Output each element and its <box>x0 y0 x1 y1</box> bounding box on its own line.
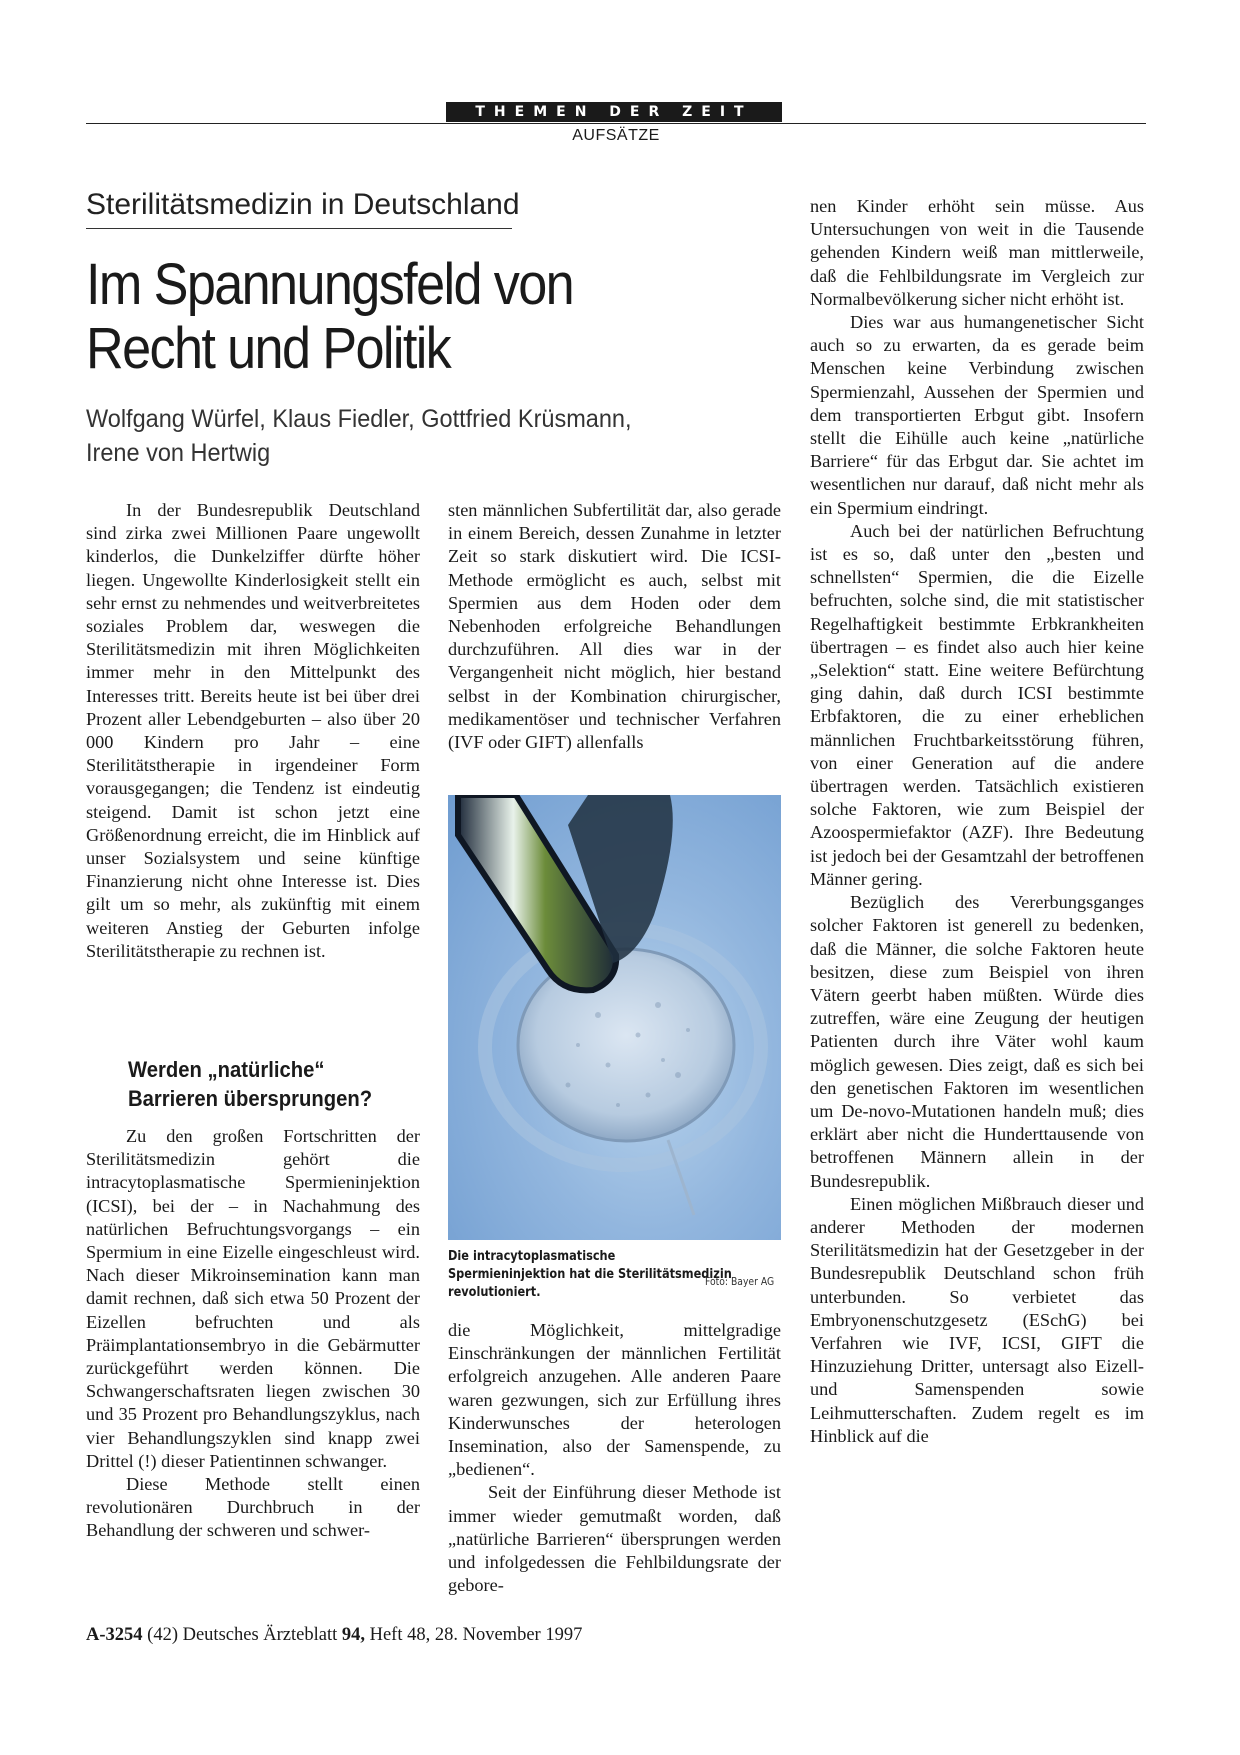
column-2-bottom <box>448 1319 781 1597</box>
title-line-2: Recht und Politik <box>86 316 451 381</box>
title-line-1: Im Spannungsfeld von <box>86 252 574 317</box>
photo-credit: Foto: Bayer AG <box>705 1276 775 1288</box>
paragraph: nen Kinder erhöht sein müsse. Aus Untersuchungen von weit in die Tausende gehenden Kindern weiß man mittlerweile, daß die Fehlbildungsrate im Vergleich zur Normalbevölkerung sicher nicht erhöht ist. <box>810 196 1144 309</box>
column-1-top <box>86 499 420 963</box>
page-footer <box>86 1625 582 1646</box>
authors-line-1: Wolfgang Würfel, Klaus Fiedler, Gottfried Krüsmann, <box>86 405 632 433</box>
paragraph: Auch bei der natürlichen Befruchtung ist es so, daß unter den „besten und schnellsten“ Spermien, die die Eizelle befruchten, solche sind, die mit statistischer Regelhaftigkeit bestimmte Erbkrankheiten übertragen – es findet also auch hier keine „Selektion“ statt. Eine weitere Befürchtung ging dahin, daß durch ICSI bestimmte Erbfaktoren, die zu einer erheblichen männlichen Fruchtbarkeitsstörung führen, von einer Generation auf die andere übertragen werden. Tatsächlich existieren solche Faktoren, wie zum Beispiel der Azoospermiefaktor (AZF). Ihre Bedeutung ist jedoch bei der Gesamtzahl der betroffenen Männer gering. <box>810 520 1144 889</box>
column-2-top <box>448 499 781 754</box>
paragraph: Bezüglich des Vererbungsganges solcher Faktoren ist generell zu bedenken, daß die Männer, die solche Faktoren heute besitzen, diese zum Beispiel von ihren Vätern geerbt haben müßten. Würde dies zutreffen, wäre eine Zeugung der heutigen Patienten durch ihre Väter wohl kaum möglich gewesen. Dies zeigt, daß es sich bei den genetischen Faktoren im wesentlichen um De-novo-Mutationen handeln muß; dies erklärt aber nicht die Hunderttausende von betroffenen Männern allein in der Bundesrepublik. <box>810 892 1144 1191</box>
article-kicker: Sterilitätsmedizin in Deutschland <box>86 188 512 229</box>
page-code: A-3254 <box>86 1625 143 1645</box>
authors-line-2: Irene von Hertwig <box>86 439 271 467</box>
subsection-label: AUFSÄTZE <box>572 127 660 144</box>
section-label: THEMEN DER ZEIT <box>446 102 782 122</box>
paragraph: Dies war aus humangenetischer Sicht auch so zu erwarten, da es gerade beim Menschen keine Verbindung zwischen Spermienzahl, Aussehen der Spermien und dem transportierten Erbgut gibt. Insofern stellt die Eihülle auch keine „natürliche Barriere“ für das Erbgut dar. Sie achtet im wesentlichen nur darauf, daß nicht mehr als ein Spermium eindringt. <box>810 312 1144 518</box>
paragraph: die Möglichkeit, mittelgradige Einschränkungen der männlichen Fertilität erfolgreich anzugehen. Alle anderen Paare waren gezwungen, sich zur Erfüllung ihres Kinderwunsches der heterologen Insemination, also der Samenspende, zu „bedienen“. <box>448 1320 781 1480</box>
article-authors <box>86 402 688 470</box>
paragraph: Einen möglichen Mißbrauch dieser und anderer Methoden der modernen Sterilitätsmedizin hat der Gesetzgeber in der Bundesrepublik Deutschland schon früh unterbunden. So verbietet das Embryonenschutzgesetz (ESchG) bei Verfahren wie IVF, ICSI, GIFT die Hinzuziehung Dritter, untersagt also Eizell- und Samenspenden sowie Leihmutterschaften. Zudem regelt es im Hinblick auf die <box>810 1193 1144 1446</box>
column-3 <box>810 195 1144 1448</box>
paragraph: Diese Methode stellt einen revolutionären Durchbruch in der Behandlung der schweren und schwer- <box>86 1474 420 1541</box>
column-1-bottom <box>86 1125 420 1543</box>
header-rule <box>86 123 1146 124</box>
icsi-photo <box>448 795 781 1240</box>
section-subheading <box>128 1055 404 1113</box>
journal-name: Deutsches Ärzteblatt <box>182 1625 338 1645</box>
paragraph: Seit der Einführung dieser Methode ist immer wieder gemutmaßt worden, daß „natürliche Barrieren“ übersprungen werden und infolgedessen die Fehlbildungsrate der gebore- <box>448 1482 781 1596</box>
paragraph: sten männlichen Subfertilität dar, also gerade in einem Bereich, dessen Zunahme in letzter Zeit so stark diskutiert wird. Die ICSI-Methode ermöglicht es auch, selbst mit Spermien aus dem Hoden oder dem Nebenhoden erfolgreiche Behandlungen durchzuführen. All dies war in der Vergangenheit nicht möglich, hier bestand selbst in der Kombination chirurgischer, medikamentöser und technischer Verfahren (IVF oder GIFT) allenfalls <box>448 500 781 753</box>
paragraph: In der Bundesrepublik Deutschland sind zirka zwei Millionen Paare ungewollt kinderlos, die Dunkelziffer dürfte höher liegen. Ungewollte Kinderlosigkeit stellt ein sehr ernst zu nehmendes und weitverbreitetes soziales Problem dar, weswegen die Sterilitätsmedizin mit ihren Möglichkeiten immer mehr in den Mittelpunkt des Interesses tritt. Bereits heute ist bei über drei Prozent aller Lebendgeburten – also über 20 000 Kindern pro Jahr – eine Sterilitätstherapie in irgendeiner Form vorausgegangen; die Tendenz ist eindeutig steigend. Damit ist schon jetzt eine Größenordnung erreicht, die im Hinblick auf unser Sozialsystem und seine künftige Finanzierung nicht ohne Interesse ist. Dies gilt um so mehr, als zukünftig mit einem weiteren Anstieg der Geburten infolge Sterilitätstherapie zu rechnen ist. <box>86 500 420 961</box>
issue-info: Heft 48, 28. November 1997 <box>369 1625 583 1645</box>
subhead-line-2: Barrieren übersprungen? <box>128 1086 373 1111</box>
page-number: (42) <box>147 1625 178 1645</box>
micrograph-image <box>448 795 781 1240</box>
journal-volume: 94, <box>341 1625 365 1645</box>
article-title <box>86 253 662 381</box>
paragraph: Zu den großen Fortschritten der Sterilitätsmedizin gehört die intracytoplasmatische Spermieninjektion (ICSI), bei der – in Nachahmung des natürlichen Befruchtungsvorgangs – ein Spermium in eine Eizelle eingeschleust wird. Nach dieser Mikroinsemination kann man damit rechnen, daß sich etwa 50 Prozent der Eizellen befruchten und als Präimplantationsembryo in die Gebärmutter zurückgeführt werden können. Die Schwangerschaftsraten liegen zwischen 30 und 35 Prozent pro Behandlungszyklus, nach vier Behandlungszyklen sind knapp zwei Drittel (!) dieser Patientinnen schwanger. <box>86 1126 420 1471</box>
subhead-line-1: Werden „natürliche“ <box>128 1057 325 1082</box>
photo-caption: Die intracytoplasmatische Spermieninjektion hat die Sterilitätsmedizin revolutioniert. <box>448 1249 732 1300</box>
